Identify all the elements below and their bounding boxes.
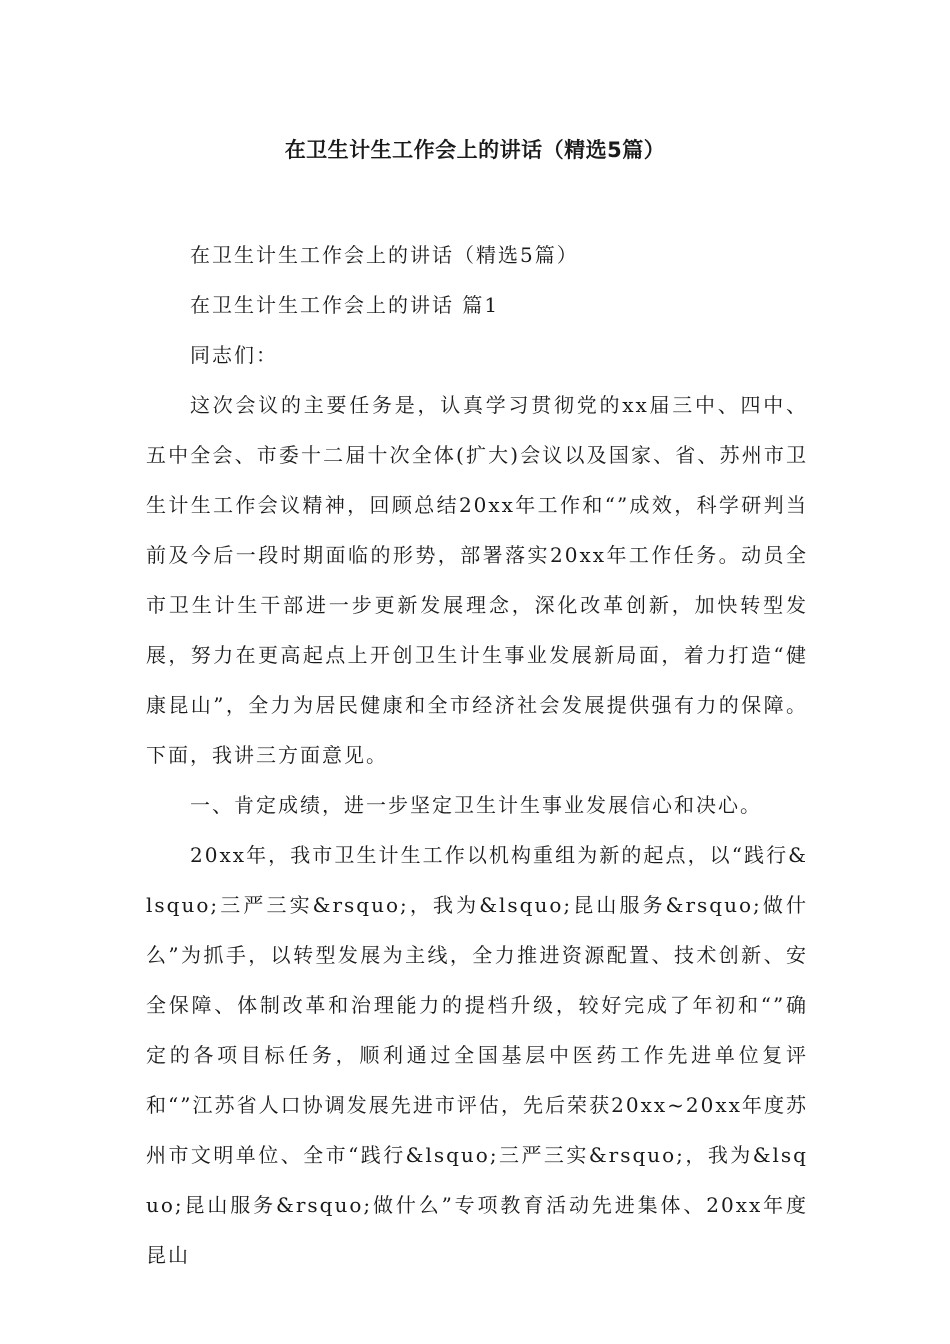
paragraph-point-one: 一、肯定成绩，进一步坚定卫生计生事业发展信心和决心。: [190, 793, 762, 817]
paragraph-heading: 在卫生计生工作会上的讲话（精选5篇）: [190, 243, 579, 267]
document-body: [146, 230, 808, 1280]
paragraph-achievements: 20xx年，我市卫生计生工作以机构重组为新的起点，以“践行&lsquo;三严三实&rsquo;，我为&lsquo;昆山服务&rsquo;做什么”为抓手，以转型发展为主线，全力推进资源配置、技术创新、安全保障、体制改革和治理能力的提档升级，较好完成了年初和“”确定的各项目标任务，顺利通过全国基层中医药工作先进单位复评和“”江苏省人口协调发展先进市评估，先后荣获20xx~20xx年度苏州市文明单位、全市“践行&lsquo;三严三实&rsquo;，我为&lsquo;昆山服务&rsquo;做什么”专项教育活动先进集体、20xx年度昆山: [146, 843, 808, 1267]
document-title: 在卫生计生工作会上的讲话（精选5篇）: [284, 138, 666, 162]
paragraph-section-title: 在卫生计生工作会上的讲话 篇1: [190, 293, 500, 317]
paragraph-salutation: 同志们：: [190, 343, 278, 367]
paragraph-intro: 这次会议的主要任务是，认真学习贯彻党的xx届三中、四中、五中全会、市委十二届十次全体(扩大)会议以及国家、省、苏州市卫生计生工作会议精神，回顾总结20xx年工作和“”成效，科学研判当前及今后一段时期面临的形势，部署落实20xx年工作任务。动员全市卫生计生干部进一步更新发展理念，深化改革创新，加快转型发展，努力在更高起点上开创卫生计生事业发展新局面，着力打造“健康昆山”，全力为居民健康和全市经济社会发展提供强有力的保障。下面，我讲三方面意见。: [146, 393, 808, 767]
